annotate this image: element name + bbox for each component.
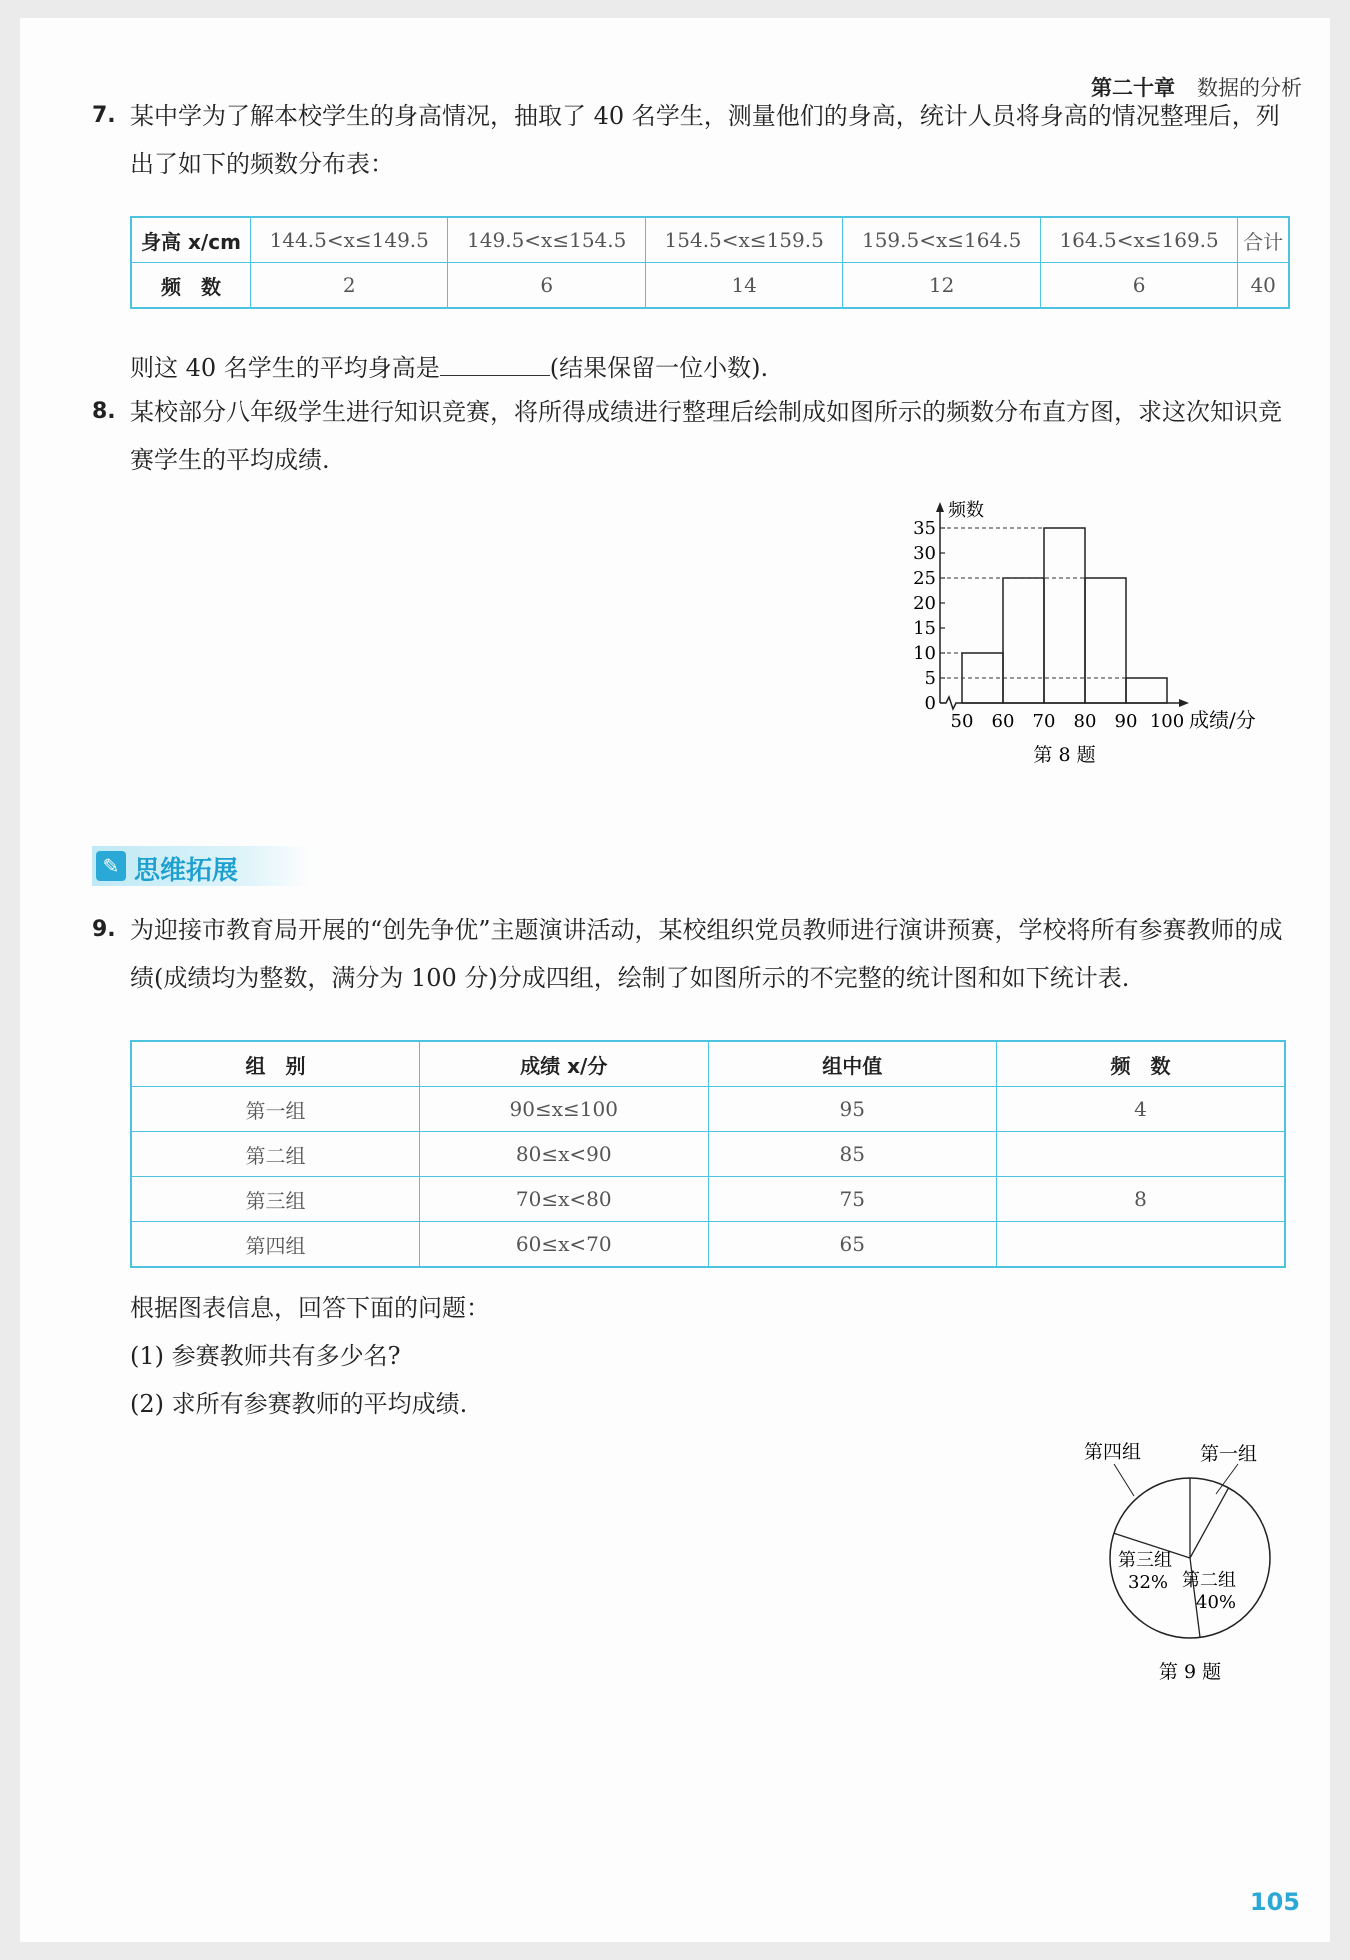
histogram-bar (1126, 678, 1167, 703)
table-header-cell: 组 别 (131, 1041, 420, 1087)
table-row (131, 1177, 1285, 1222)
table-cell: 14 (645, 263, 842, 309)
table-cell: 65 (708, 1222, 997, 1268)
question-number: 9. (92, 917, 116, 942)
y-tick-label: 30 (913, 543, 936, 564)
table-cell (997, 1222, 1286, 1268)
y-axis-label: 频数 (948, 500, 984, 521)
table-cell (997, 1132, 1286, 1177)
chapter-title: 第二十章 (1091, 76, 1175, 100)
y-tick-label: 20 (913, 593, 936, 614)
question-7 (92, 92, 1302, 188)
q9-sub2: (2) 求所有参赛教师的平均成绩. (130, 1390, 468, 1418)
pie-leader-line (1114, 1464, 1134, 1496)
table-cell: 合计 (1238, 217, 1289, 263)
table-row (131, 263, 1289, 309)
y-tick-label: 35 (913, 518, 936, 539)
table-row (131, 1222, 1285, 1268)
x-axis-arrow (1179, 699, 1189, 707)
table-cell: 12 (843, 263, 1040, 309)
table-cell: 2 (251, 263, 448, 309)
table-cell: 第二组 (131, 1132, 420, 1177)
table-row (131, 1087, 1285, 1132)
table-cell: 75 (708, 1177, 997, 1222)
x-tick-label: 60 (991, 711, 1015, 732)
table-cell: 60≤x<70 (420, 1222, 709, 1268)
table-cell: 95 (708, 1087, 997, 1132)
textbook-page (20, 18, 1330, 1942)
table-cell: 40 (1238, 263, 1289, 309)
table-header-row (131, 1041, 1285, 1087)
table-cell: 第一组 (131, 1087, 420, 1132)
page-number: 105 (1249, 1888, 1300, 1916)
pie-label-group3-pct: 32% (1128, 1572, 1169, 1593)
table-cell: 第三组 (131, 1177, 420, 1222)
y-tick-label: 25 (913, 568, 936, 589)
x-tick-label: 90 (1114, 711, 1138, 732)
section-title: 数据的分析 (1197, 76, 1302, 100)
table-cell: 164.5<x≤169.5 (1040, 217, 1237, 263)
table-header-cell: 频 数 (997, 1041, 1286, 1087)
pie-label-group2-pct: 40% (1196, 1592, 1237, 1613)
table-cell: 70≤x<80 (420, 1177, 709, 1222)
table-header-cell: 身高 x/cm (131, 217, 251, 263)
table-cell: 144.5<x≤149.5 (251, 217, 448, 263)
table-cell: 159.5<x≤164.5 (843, 217, 1040, 263)
table-header-cell: 成绩 x/分 (420, 1041, 709, 1087)
x-tick-label: 80 (1073, 711, 1097, 732)
table-header-cell: 组中值 (708, 1041, 997, 1087)
table-row (131, 217, 1289, 263)
x-tick-label: 70 (1032, 711, 1056, 732)
table-cell: 80≤x<90 (420, 1132, 709, 1177)
figure-caption: 第 8 题 (1033, 744, 1096, 766)
table-header-cell: 频 数 (131, 263, 251, 309)
q7-answer-line (130, 348, 768, 383)
table-cell: 第四组 (131, 1222, 420, 1268)
pie-label-group1: 第一组 (1200, 1443, 1258, 1465)
question-number: 7. (92, 103, 116, 128)
pie-label-group4: 第四组 (1084, 1441, 1142, 1463)
q9-intro: 根据图表信息，回答下面的问题： (130, 1294, 490, 1322)
figure-caption: 第 9 题 (1158, 1661, 1222, 1683)
pencil-icon: ✎ (96, 851, 126, 881)
y-tick-label: 5 (924, 668, 936, 689)
table-cell: 154.5<x≤159.5 (645, 217, 842, 263)
pie-label-group2: 第二组 (1182, 1570, 1236, 1591)
section-banner (92, 846, 312, 886)
histogram-bar (1003, 578, 1044, 703)
x-tick-label: 50 (950, 711, 974, 732)
question-text: 某校部分八年级学生进行知识竞赛，将所得成绩进行整理后绘制成如图所示的频数分布直方图，求这次知识竞赛学生的平均成绩. (130, 398, 1282, 474)
x-tick-label: 100 (1149, 711, 1185, 732)
table-row (131, 1132, 1285, 1177)
table-cell: 8 (997, 1177, 1286, 1222)
q9-sub1: (1) 参赛教师共有多少名? (130, 1342, 401, 1370)
pie-chart (1070, 1428, 1310, 1688)
histogram-bar (1044, 528, 1085, 703)
y-tick-label: 10 (913, 643, 936, 664)
score-statistics-table (130, 1040, 1286, 1268)
table-cell: 85 (708, 1132, 997, 1177)
question-number: 8. (92, 399, 116, 424)
section-label: 思维拓展 (134, 856, 239, 886)
table-cell: 149.5<x≤154.5 (448, 217, 645, 263)
question-text: 某中学为了解本校学生的身高情况，抽取了 40 名学生，测量他们的身高，统计人员将身高的情况整理后，列出了如下的频数分布表： (130, 102, 1280, 178)
question-text: 为迎接市教育局开展的“创先争优”主题演讲活动，某校组织党员教师进行演讲预赛，学校将所有参赛教师的成绩(成绩均为整数，满分为 100 分)分成四组，绘制了如图所示的不完整的统计图和如下统计表. (130, 916, 1283, 992)
answer-blank[interactable] (440, 351, 550, 376)
height-frequency-table (130, 216, 1290, 309)
question-8 (92, 388, 1302, 484)
question-9 (92, 906, 1302, 1002)
histogram-chart (900, 478, 1320, 768)
y-axis-arrow (936, 502, 944, 512)
pie-slice-boundary (1190, 1488, 1229, 1558)
y-tick-label: 15 (913, 618, 936, 639)
pie-label-group3: 第三组 (1118, 1550, 1172, 1571)
table-cell: 90≤x≤100 (420, 1087, 709, 1132)
answer-prefix: 则这 40 名学生的平均身高是 (130, 354, 440, 382)
y-tick-label: 0 (924, 693, 936, 714)
x-axis-label: 成绩/分 (1189, 708, 1256, 732)
table-cell: 4 (997, 1087, 1286, 1132)
histogram-bar (1085, 578, 1126, 703)
table-cell: 6 (448, 263, 645, 309)
answer-suffix: (结果保留一位小数). (549, 354, 769, 382)
table-cell: 6 (1040, 263, 1237, 309)
